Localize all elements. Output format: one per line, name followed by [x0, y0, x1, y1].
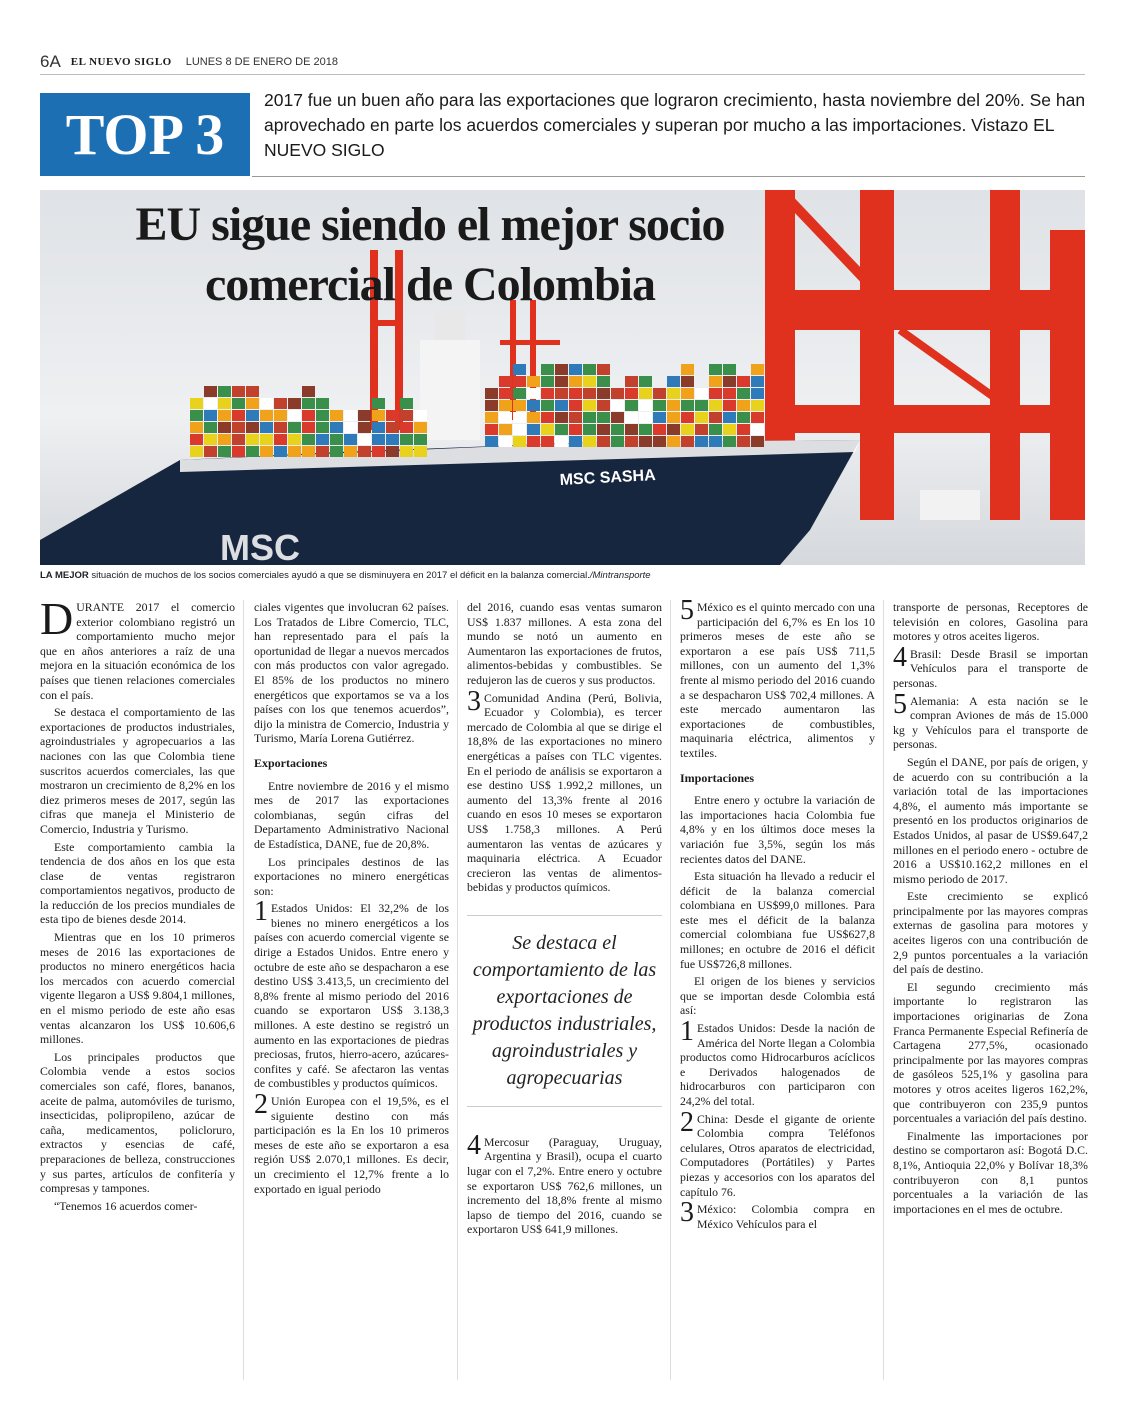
container	[569, 400, 582, 411]
container	[583, 376, 596, 387]
container	[218, 386, 231, 397]
container	[583, 412, 596, 423]
container	[583, 388, 596, 399]
paragraph	[40, 593, 235, 702]
container	[709, 364, 722, 375]
container	[583, 364, 596, 375]
container	[414, 422, 427, 433]
paragraph: Se destaca el comportamiento de las exportaciones de productos industriales, agroindustriales y agropecuarios a las naciones con las que Colombia tiene suscritos acuerdos comerciales, las que mostraron un crecimiento de 8,2% en los diez primeros meses de 2017, según las cifras que maneja el Ministerio de Comercio, Industria y Turismo.	[40, 705, 235, 836]
container	[751, 424, 764, 435]
list-number: 2	[254, 1089, 268, 1120]
top3-label: TOP 3	[40, 93, 250, 176]
container	[260, 422, 273, 433]
container	[485, 388, 498, 399]
container	[513, 412, 526, 423]
container	[260, 434, 273, 445]
container	[400, 446, 413, 457]
container	[204, 386, 217, 397]
paragraph-text: URANTE 2017 el comercio exterior colombiano registró un comportamiento mucho mejor que en años anteriores a raíz de una mejora en la situación económica de los países que tienen relaciones comerciales con el país.	[40, 600, 235, 702]
container	[695, 436, 708, 447]
container	[344, 410, 357, 421]
list-text: China: Desde el gigante de oriente Colombia compra Teléfonos celulares, Otros aparatos de electricidad, Computadores (Portátiles) y Partes piezas y accesorios con los aparatos del capítulo 76.	[680, 1111, 875, 1199]
container	[639, 436, 652, 447]
caption-lead: LA MEJOR	[40, 570, 89, 581]
list-item	[254, 896, 449, 1091]
paragraph: Finalmente las importaciones por destino se comportaron así: Bogotá D.C. 8,1%, Antioquia 22,0% y Bolívar 18,3% contribuyeron con 8,1 puntos porcentuales a la variación de las importaciones en el mes de octubre.	[893, 1128, 1088, 1216]
list-item	[254, 1089, 449, 1196]
container	[751, 388, 764, 399]
container	[737, 376, 750, 387]
container	[485, 424, 498, 435]
publication-date: LUNES 8 DE ENERO DE 2018	[185, 56, 338, 68]
container	[751, 400, 764, 411]
container	[639, 376, 652, 387]
container	[218, 446, 231, 457]
container	[723, 376, 736, 387]
container	[499, 436, 512, 447]
container	[555, 376, 568, 387]
container	[751, 376, 764, 387]
container	[372, 410, 385, 421]
container	[302, 410, 315, 421]
container	[541, 412, 554, 423]
container	[709, 424, 722, 435]
container	[695, 424, 708, 435]
container	[541, 376, 554, 387]
list-item	[893, 688, 1088, 752]
container	[232, 422, 245, 433]
hull-logo: MSC	[220, 527, 300, 565]
container	[204, 434, 217, 445]
list-number: 4	[893, 641, 907, 673]
container	[737, 388, 750, 399]
container	[316, 422, 329, 433]
container	[583, 436, 596, 447]
container	[737, 412, 750, 423]
caption-text: situación de muchos de los socios comerciales ayudó a que se disminuyera en 2017 el déficit en la balanza comercial.	[88, 570, 590, 581]
container	[555, 412, 568, 423]
container	[611, 424, 624, 435]
container	[527, 388, 540, 399]
container	[260, 410, 273, 421]
container	[653, 436, 666, 447]
container	[639, 412, 652, 423]
container	[204, 398, 217, 409]
list-text: México es el quinto mercado con una participación del 6,7% es En los 10 primeros meses de este año se exportaron a ese país US$ 711,5 millones, con un aumento del 1,3% frente al mismo periodo del 2016 cuando a se despacharon US$ 702,4 millones. A este mercado aumentaron las exportaciones de combustibles, maquinaria eléctrica, alimentos y textiles.	[680, 600, 875, 760]
container	[344, 434, 357, 445]
paragraph: Este comportamiento cambia la tendencia de dos años en los que esta clase de ventas registraron comportamientos negativos, producto de la reducción de los precios mundiales de esta tipo de bienes desde 2014.	[40, 839, 235, 927]
container	[218, 422, 231, 433]
article-column-2	[254, 600, 449, 1199]
article-column-4	[680, 595, 875, 1234]
container	[751, 436, 764, 447]
container	[681, 412, 694, 423]
container	[513, 400, 526, 411]
paragraph: Esta situación ha llevado a reducir el déficit de la balanza comercial colombiana en US$99,0 millones. Para este mes el déficit de la balanza comercial colombiana fue US$627,8 millones; en octubre de 2016 el déficit fue US$726,8 millones.	[680, 869, 875, 971]
container	[681, 436, 694, 447]
paragraph: Entre noviembre de 2016 y el mismo mes de 2017 las exportaciones colombianas, según cifras del Departamento Administrativo Nacional de Estadística, DANE, fue de 20,8%.	[254, 778, 449, 851]
container	[555, 436, 568, 447]
container	[541, 364, 554, 375]
container	[667, 424, 680, 435]
page-header	[40, 50, 1085, 75]
container	[246, 446, 259, 457]
container	[302, 422, 315, 433]
container	[330, 422, 343, 433]
container	[597, 376, 610, 387]
container	[667, 376, 680, 387]
container	[485, 412, 498, 423]
container	[569, 376, 582, 387]
container	[639, 424, 652, 435]
container	[330, 410, 343, 421]
container	[414, 446, 427, 457]
container	[274, 410, 287, 421]
container	[246, 398, 259, 409]
container	[316, 410, 329, 421]
container	[330, 434, 343, 445]
headline-line-1: EU sigue siendo el mejor socio	[135, 198, 725, 251]
container	[316, 398, 329, 409]
container	[639, 400, 652, 411]
container	[372, 446, 385, 457]
container	[597, 412, 610, 423]
paragraph: Mientras que en los 10 primeros meses de 2016 las exportaciones de productos no minero energéticos hacia los mercados con acuerdo comercial vigente llegaron a US$ 9.804,1 millones, en el mismo periodo de este año esas ventas alcanzaron los US$ 10.606,6 millones.	[40, 930, 235, 1047]
column-rule	[883, 600, 884, 1380]
container	[218, 410, 231, 421]
container	[358, 434, 371, 445]
container	[751, 412, 764, 423]
container	[260, 398, 273, 409]
container	[625, 388, 638, 399]
pull-quote: Se destaca el comportamiento de las exportaciones de productos industriales, agroindustriales y agropecuarias	[467, 915, 662, 1107]
container	[190, 434, 203, 445]
container	[400, 410, 413, 421]
list-number: 5	[680, 595, 694, 626]
container	[527, 424, 540, 435]
container	[499, 424, 512, 435]
container	[513, 388, 526, 399]
list-item	[680, 595, 875, 761]
article-column-3	[467, 600, 662, 1240]
article-column-1	[40, 593, 235, 1216]
paragraph: El segundo crecimiento más importante lo registraron las importaciones originarias de Zona Franca Permanente Especial Refinería de Cartagena 277,5%, ocasionado principalmente por las mayores compras de gasóleos 525,1% y gasolina para motores y otros aceites ligeros 162,2%, que contribuyeron con 235,9 puntos porcentuales a variación del país destino.	[893, 979, 1088, 1126]
container	[485, 436, 498, 447]
paragraph: Este crecimiento se explicó principalmente por las mayores compras externas de gasolina para motores y aceites ligeros con una contribución de 2,9 puntos porcentuales a la variación del país de destino.	[893, 889, 1088, 977]
container	[386, 434, 399, 445]
column-rule	[670, 600, 671, 1380]
container	[723, 364, 736, 375]
list-text: Unión Europea con el 19,5%, es el siguiente destino con más participación es la En los 10 primeros meses de este año se exportaron a esa región US$ 2.070,1 millones. Es decir, un crecimiento el 12,7% frente a lo exportado en igual periodo	[254, 1094, 449, 1196]
container	[597, 436, 610, 447]
paragraph: “Tenemos 16 acuerdos comer-	[54, 1198, 198, 1213]
container	[611, 412, 624, 423]
container	[555, 400, 568, 411]
container	[555, 424, 568, 435]
container	[597, 424, 610, 435]
container	[611, 400, 624, 411]
container	[499, 388, 512, 399]
list-item	[680, 1106, 875, 1200]
container	[667, 436, 680, 447]
container	[386, 422, 399, 433]
list-item	[467, 1129, 662, 1237]
container	[246, 386, 259, 397]
headline	[40, 195, 820, 315]
container	[723, 424, 736, 435]
container	[681, 388, 694, 399]
container	[288, 446, 301, 457]
container	[274, 446, 287, 457]
list-text: México: Colombia compra en México Vehículos para el	[697, 1202, 875, 1231]
container	[723, 412, 736, 423]
container	[232, 446, 245, 457]
container	[625, 436, 638, 447]
section-heading-exportaciones: Exportaciones	[254, 755, 328, 770]
container	[751, 364, 764, 375]
container	[232, 434, 245, 445]
container	[709, 412, 722, 423]
paragraph: del 2016, cuando esas ventas sumaron US$ 1.837 millones. A esta zona del mundo se notó un aumento en Aumentaron las exportaciones de frutos, alimentos-bebidas y combustibles. Se redujeron las de cueros y sus productos.	[467, 600, 662, 687]
container	[625, 400, 638, 411]
container	[681, 424, 694, 435]
container	[695, 388, 708, 399]
container	[709, 376, 722, 387]
paragraph: El origen de los bienes y servicios que se importan desde Colombia está así:	[680, 974, 875, 1018]
container	[681, 400, 694, 411]
container	[569, 424, 582, 435]
container	[274, 398, 287, 409]
list-number: 1	[680, 1016, 694, 1048]
container	[499, 376, 512, 387]
list-number: 3	[467, 685, 481, 717]
list-text: Estados Unidos: El 32,2% de los bienes no minero energéticos a los países con acuerdo comercial vigente se dirige a Estados Unidos. Entre enero y octubre de este año se despacharon a ese destino US$ 3.413,5, un crecimiento del 8,8% frente al mismo periodo del 2016 cuando se exportaron US$ 3.138,3 millones. A este destino se registró un aumento en las exportaciones de piedras preciosas, frutos, hierro-acero, azúcares-confites y café. Se afectaron las ventas de combustibles y productos químicos.	[254, 901, 449, 1091]
container	[414, 410, 427, 421]
container	[583, 400, 596, 411]
intro-divider	[252, 176, 1085, 177]
container	[204, 422, 217, 433]
container	[611, 388, 624, 399]
list-number: 2	[680, 1106, 694, 1138]
photo-caption	[40, 570, 1085, 581]
container	[541, 388, 554, 399]
list-number: 3	[680, 1197, 694, 1229]
paragraph: ciales vigentes que involucran 62 países. Los Tratados de Libre Comercio, TLC, han representado para el país la oportunidad de llegar a nuevos mercados con más productos con valor agregado. El 85% de los productos no minero energéticos que exportamos se va a los países con los que tenemos acuerdos”, dijo la ministra de Comercio, Industria y Turismo, María Lorena Gutiérrez.	[254, 600, 449, 746]
container	[527, 436, 540, 447]
container	[302, 386, 315, 397]
container	[288, 410, 301, 421]
list-text: Comunidad Andina (Perú, Bolivia, Ecuador y Colombia), es tercer mercado de Colombia al que se dirige el 18,8% de las exportaciones no minero energéticas a países con TLC vigentes. En el periodo de análisis se exportaron a ese destino US$ 1.992,2 millones, un aumento del 13,3% frente al 2016 cuando en esos 10 meses se exportaron US$ 1.758,3 millones. A Perú aumentaron las ventas de azúcares y maquinaria eléctrica. A Ecuador crecieron las ventas de alimentos-bebidas y productos químicos.	[467, 690, 662, 895]
container	[190, 422, 203, 433]
container	[218, 398, 231, 409]
container	[246, 422, 259, 433]
hero-photo	[40, 190, 1085, 565]
container	[190, 398, 203, 409]
container	[541, 400, 554, 411]
container	[316, 434, 329, 445]
container	[302, 434, 315, 445]
container	[569, 436, 582, 447]
section-heading-importaciones: Importaciones	[680, 770, 754, 785]
container	[485, 400, 498, 411]
container	[653, 412, 666, 423]
container	[653, 424, 666, 435]
container	[681, 364, 694, 375]
paragraph: transporte de personas, Receptores de televisión en colores, Gasolina para motores y otros aceites ligeros.	[893, 600, 1088, 644]
paragraph: Los principales destinos de las exportaciones no minero energéticas son:	[254, 854, 449, 898]
caption-credit: /Mintransporte	[589, 570, 651, 581]
container	[274, 434, 287, 445]
container	[667, 400, 680, 411]
container	[414, 434, 427, 445]
bridge-tower	[420, 340, 480, 440]
list-text: Brasil: Desde Brasil se importan Vehículos para el transporte de personas.	[893, 646, 1088, 690]
container	[527, 376, 540, 387]
container	[723, 436, 736, 447]
list-item	[893, 641, 1088, 691]
container	[316, 446, 329, 457]
container	[625, 376, 638, 387]
container	[386, 410, 399, 421]
column-rule	[457, 600, 458, 1380]
container	[274, 422, 287, 433]
container	[260, 446, 273, 457]
container	[372, 434, 385, 445]
container	[204, 446, 217, 457]
list-number: 4	[467, 1129, 481, 1161]
headline-line-2: comercial de Colombia	[204, 258, 656, 311]
paragraph: Según el DANE, por país de origen, y de acuerdo con su contribución a la variación total de las importaciones 4,8%, el aumento más importante se presentó en los productos originarios de Estados Unidos, al pasar de US$9.647,2 millones en el periodo enero - octubre de 2016 a US$10.162,2 millones en el mismo periodo de 2017.	[893, 754, 1088, 886]
container	[513, 436, 526, 447]
list-number: 1	[254, 896, 268, 928]
container	[569, 364, 582, 375]
container	[709, 400, 722, 411]
container	[737, 436, 750, 447]
container	[400, 398, 413, 409]
container	[667, 388, 680, 399]
container	[695, 400, 708, 411]
container	[288, 434, 301, 445]
container	[527, 400, 540, 411]
container	[204, 410, 217, 421]
container	[597, 400, 610, 411]
paragraph: Entre enero y octubre la variación de las importaciones hacia Colombia fue 4,8% y en los últimos doce meses la variación fue 3,5%, según los más recientes datos del DANE.	[680, 793, 875, 866]
container	[569, 412, 582, 423]
list-item	[680, 1197, 875, 1231]
container	[513, 376, 526, 387]
container	[344, 446, 357, 457]
container	[555, 388, 568, 399]
container	[358, 446, 371, 457]
container	[288, 398, 301, 409]
container	[386, 446, 399, 457]
column-rule	[243, 600, 244, 1380]
container	[246, 410, 259, 421]
container	[499, 412, 512, 423]
container	[513, 424, 526, 435]
container	[499, 400, 512, 411]
container	[358, 422, 371, 433]
container	[232, 386, 245, 397]
container	[737, 424, 750, 435]
paragraph: Los principales productos que Colombia vende a estos socios comerciales son café, flores, bananos, aceite de palma, automóviles de turismo, insecticidas, polipropileno, azúcar de caña, medicamentos, policloruro, extractos y esencias de café, preparaciones de belleza, construcciones y sus partes, artículos de confitería y compresas y tampones.	[40, 1049, 235, 1196]
container	[695, 412, 708, 423]
list-item	[467, 685, 662, 895]
container	[541, 436, 554, 447]
drop-cap: D	[40, 593, 74, 644]
container	[372, 398, 385, 409]
container	[302, 446, 315, 457]
container	[372, 422, 385, 433]
container	[597, 364, 610, 375]
container	[246, 434, 259, 445]
page-number: 6A	[40, 52, 61, 71]
container	[541, 424, 554, 435]
container	[737, 400, 750, 411]
container	[625, 412, 638, 423]
container	[597, 388, 610, 399]
list-item	[680, 1016, 875, 1109]
container	[288, 422, 301, 433]
container	[611, 436, 624, 447]
list-text: Estados Unidos: Desde la nación de América del Norte llegan a Colombia productos como Hidrocarburos acíclicos e Derivados halogenados de hidrocarburos con participaron con 24,2% del total.	[680, 1021, 875, 1108]
container	[400, 422, 413, 433]
container	[583, 424, 596, 435]
container	[569, 388, 582, 399]
container	[302, 398, 315, 409]
list-text: Alemania: A esta nación se le compran Aviones de más de 15.000 kg y Vehículos para el transporte de personas.	[893, 693, 1088, 752]
container	[639, 388, 652, 399]
container	[218, 434, 231, 445]
intro-text: 2017 fue un buen año para las exportaciones que lograron crecimiento, hasta noviembre del 20%. Se han aprovechado en parte los acuerdos comerciales y superan por mucho a las importaciones. Vistazo EL NUEVO SIGLO	[264, 90, 1086, 160]
container	[723, 400, 736, 411]
container	[667, 412, 680, 423]
masthead: EL NUEVO SIGLO	[70, 56, 172, 68]
container	[653, 388, 666, 399]
ship-name: MSC SASHA	[559, 466, 657, 489]
container	[400, 434, 413, 445]
container	[709, 436, 722, 447]
container	[232, 410, 245, 421]
container	[513, 364, 526, 375]
container	[527, 412, 540, 423]
container	[681, 376, 694, 387]
article-column-5	[893, 600, 1088, 1219]
container	[344, 422, 357, 433]
container	[190, 446, 203, 457]
container	[358, 410, 371, 421]
container	[625, 424, 638, 435]
list-text: Mercosur (Paraguay, Uruguay, Argentina y Brasil), ocupa el cuarto lugar con el 7,2%. Entre enero y octubre se exportaron US$ 762,6 millones, un incremento del 18,8% frente al mismo lapso de tiempo del 2016, cuando se exportaron US$ 641,9 millones.	[467, 1134, 662, 1237]
container	[330, 446, 343, 457]
container	[555, 364, 568, 375]
container	[232, 398, 245, 409]
container	[653, 400, 666, 411]
list-number: 5	[893, 688, 907, 720]
container	[723, 388, 736, 399]
container	[190, 410, 203, 421]
container	[709, 388, 722, 399]
